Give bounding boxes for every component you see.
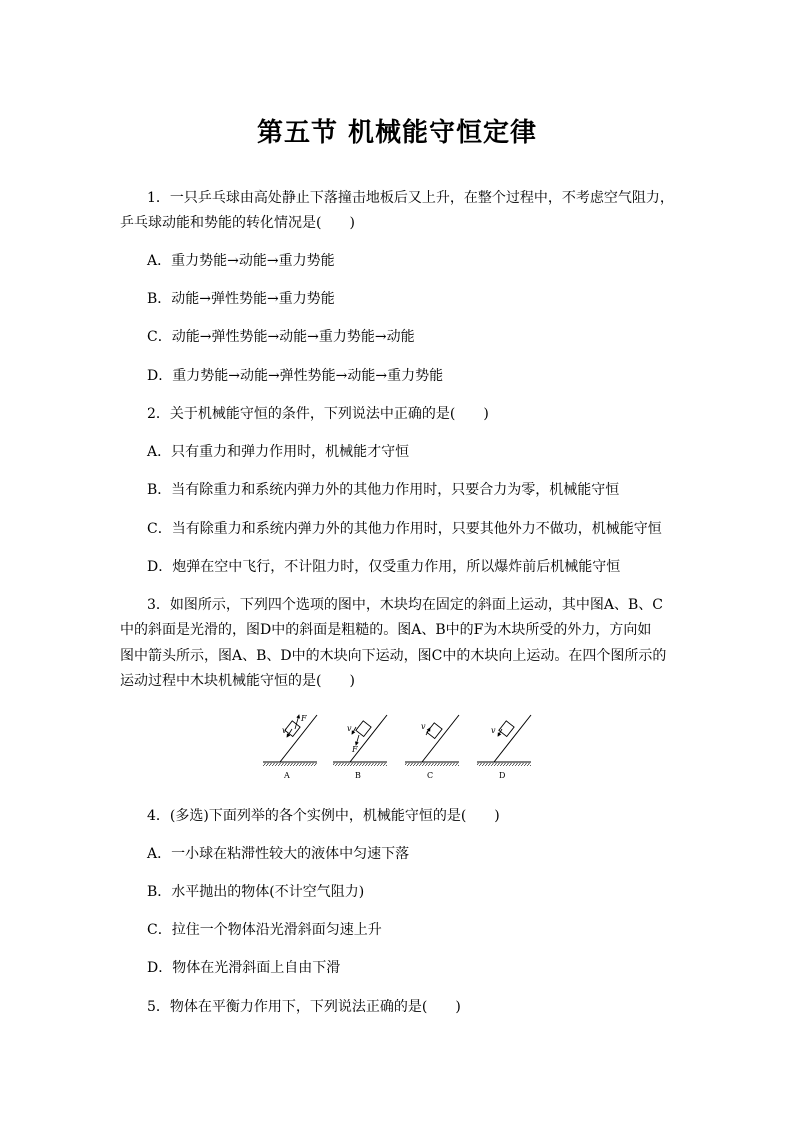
q4-option-a: A．一小球在粘滞性较大的液体中匀速下落 [147,846,410,862]
q3-stem-line1: 3．如图所示，下列四个选项的图中，木块均在固定的斜面上运动，其中图A、B、C [147,597,664,613]
block-c [427,723,442,739]
label-b: B [355,771,361,780]
q2-option-d: D．炮弹在空中飞行，不计阻力时，仅受重力作用，所以爆炸前后机械能守恒 [147,559,621,575]
label-a: A [284,771,290,780]
block-d [499,721,514,737]
force-label-a: F [301,714,307,723]
q2-option-a: A．只有重力和弹力作用时，机械能才守恒 [147,444,410,460]
q2-option-b: B．当有除重力和系统内弹力外的其他力作用时，只要合力为零，机械能守恒 [147,482,620,498]
q1-option-c: C．动能→弹性势能→动能→重力势能→动能 [147,329,415,345]
panel-b [333,715,387,780]
ground-hatch-a [263,763,317,766]
panel-c [405,715,459,780]
label-d: D [499,771,506,780]
velocity-label-d: v [491,726,496,735]
q3-stem-line4: 运动过程中木块机械能守恒的是( ) [120,673,355,689]
q4-stem: 4．(多选)下面列举的各个实例中，机械能守恒的是( ) [147,808,500,824]
ground-hatch-b [333,763,387,766]
force-label-b: F [352,745,358,754]
force-arrow-b [356,735,359,745]
q4-option-c: C．拉住一个物体沿光滑斜面匀速上升 [147,922,382,938]
q3-stem-line2: 中的斜面是光滑的，图D中的斜面是粗糙的。图A、B中的F为木块所受的外力，方向如 [120,622,652,638]
incline-figure [255,705,540,785]
block-a [285,721,300,737]
ground-hatch-d [477,763,531,766]
q1-stem-line2: 乒乓球动能和势能的转化情况是( ) [120,215,355,231]
q5-stem: 5．物体在平衡力作用下，下列说法正确的是( ) [147,999,461,1015]
panel-d [477,715,531,780]
q1-option-a: A．重力势能→动能→重力势能 [147,253,335,269]
incline-b [350,715,387,762]
ground-hatch-c [405,763,459,766]
q4-option-d: D．物体在光滑斜面上自由下滑 [147,960,341,976]
velocity-label-b: v [347,724,352,733]
velocity-label-c: v [421,722,426,731]
incline-d [494,715,531,762]
velocity-label-a: v [282,726,287,735]
incline-c [422,715,459,762]
q4-option-b: B．水平抛出的物体(不计空气阻力) [147,884,365,900]
q2-stem: 2．关于机械能守恒的条件，下列说法中正确的是( ) [147,406,489,422]
q2-option-c: C．当有除重力和系统内弹力外的其他力作用时，只要其他外力不做功，机械能守恒 [147,521,662,537]
q1-stem-line1: 1．一只乒乓球由高处静止下落撞击地板后又上升，在整个过程中，不考虑空气阻力， [147,190,674,206]
incline-a [280,715,317,762]
incline-diagrams [255,705,540,785]
page-title: 第五节 机械能守恒定律 [256,118,538,148]
panel-a [263,714,317,780]
q3-stem-line3: 图中箭头所示，图A、B、D中的木块向下运动，图C中的木块向上运动。在四个图所示的 [120,648,667,664]
label-c: C [427,771,434,780]
q1-option-d: D．重力势能→动能→弹性势能→动能→重力势能 [147,368,444,384]
block-b [356,721,371,737]
q1-option-b: B．动能→弹性势能→重力势能 [147,291,335,307]
